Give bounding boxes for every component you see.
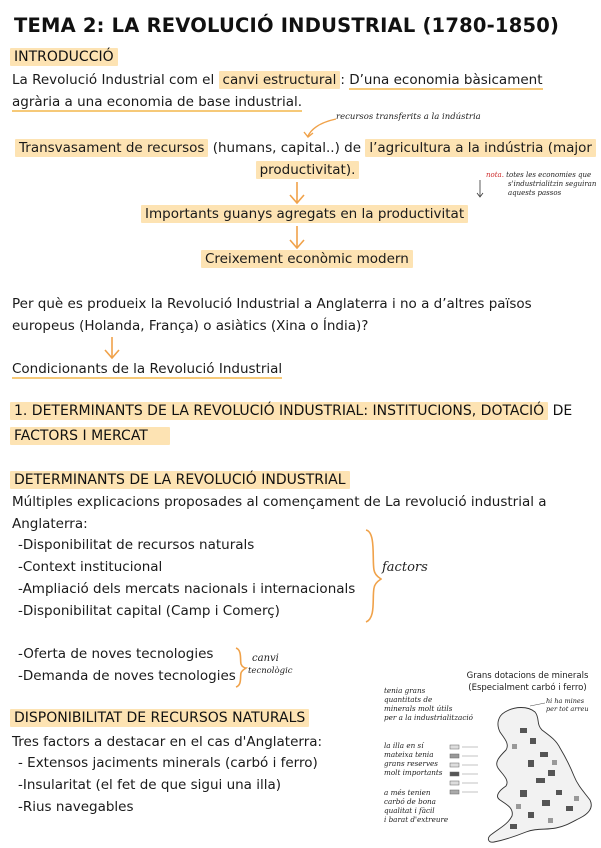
section-1-heading: 1. DETERMINANTS DE LA REVOLUCIÓ INDUSTRIAL: INSTITUCIONS, DOTACIÓ DE (10, 403, 572, 419)
factor-item: -Disponibilitat capital (Camp i Comerç) (18, 603, 280, 619)
brace-icon (366, 530, 381, 622)
intro-heading: INTRODUCCIÓ (10, 49, 118, 65)
tech-item: -Oferta de noves tecnologies (18, 646, 214, 662)
factor-item: -Disponibilitat de recursos naturals (18, 537, 255, 553)
side-note: nota. totes les economies que s'industrialitzin seguiran aquests passos (486, 171, 597, 197)
resource-item: -Rius navegables (18, 799, 134, 815)
factor-item: -Ampliació dels mercats nacionals i internacionals (18, 581, 356, 597)
question-line-2: europeus (Holanda, França) o asiàtics (Xina o Índia)? (12, 318, 369, 334)
transfer-line-1: Transvasament de recursos (humans, capital..) de l’agricultura a la indústria (major (15, 137, 596, 159)
minerals-handnote: tenia grans quantitats de minerals molt útils per a la industrialització (384, 686, 473, 722)
page-title: TEMA 2: LA REVOLUCIÓ INDUSTRIAL (1780-1850) (14, 14, 560, 37)
tech-item: -Demanda de noves tecnologies (18, 668, 236, 684)
determinants-heading: DETERMINANTS DE LA REVOLUCIÓ INDUSTRIAL (10, 472, 350, 488)
economic-growth: Creixement econòmic modern (201, 248, 413, 270)
transfer-line-2: productivitat). (0, 159, 601, 181)
resource-item: -Insularitat (el fet de que sigui una illa) (18, 777, 282, 793)
england-map-icon (488, 708, 591, 843)
resource-item: - Extensos jaciments minerals (carbó i ferro) (18, 755, 318, 771)
quality-handnote: a més tenien carbó de bona qualitat i fàcil i barat d'extreure (384, 788, 449, 824)
intro-line-1: La Revolució Industrial com el canvi estructural : D’una economia bàsicament (12, 72, 543, 88)
map-caption: Grans dotacions de minerals (Especialment carbó i ferro) (466, 671, 589, 693)
map-legend (450, 745, 478, 794)
productivity-gains: Importants guanys agregats en la productivitat (141, 203, 468, 225)
determinants-intro-1: Múltiples explicacions proposades al començament de La revolució industrial a (12, 494, 547, 510)
natural-resources-heading: DISPONIBILITAT DE RECURSOS NATURALS (10, 710, 309, 726)
question-line-1: Per què es produeix la Revolució Industrial a Anglaterra i no a d’altres països (12, 296, 532, 312)
conditioning-factors: Condicionants de la Revolució Industrial (12, 361, 283, 377)
factors-handnote: factors (382, 560, 428, 575)
pointer-line-icon (530, 703, 545, 706)
brace-icon (236, 648, 246, 687)
determinants-intro-2: Anglaterra: (12, 516, 88, 532)
section-1-heading-line-2: FACTORS I MERCAT (10, 428, 170, 444)
intro-line-2: agrària a una economia de base industrial. (12, 94, 303, 110)
structural-change-highlight: canvi estructural (219, 71, 341, 89)
resources-handnote: recursos transferits a la indústria (336, 112, 481, 122)
mines-everywhere-handnote: hi ha mines per tot arreu (546, 697, 589, 713)
natural-resources-intro: Tres factors a destacar en el cas d'Anglaterra: (12, 734, 323, 750)
tech-change-handnote: canvi tecnològic (248, 653, 293, 676)
factor-item: -Context institucional (18, 559, 163, 575)
island-handnote: la illa en sí mateixa tenia grans reserves molt importants (384, 741, 443, 777)
